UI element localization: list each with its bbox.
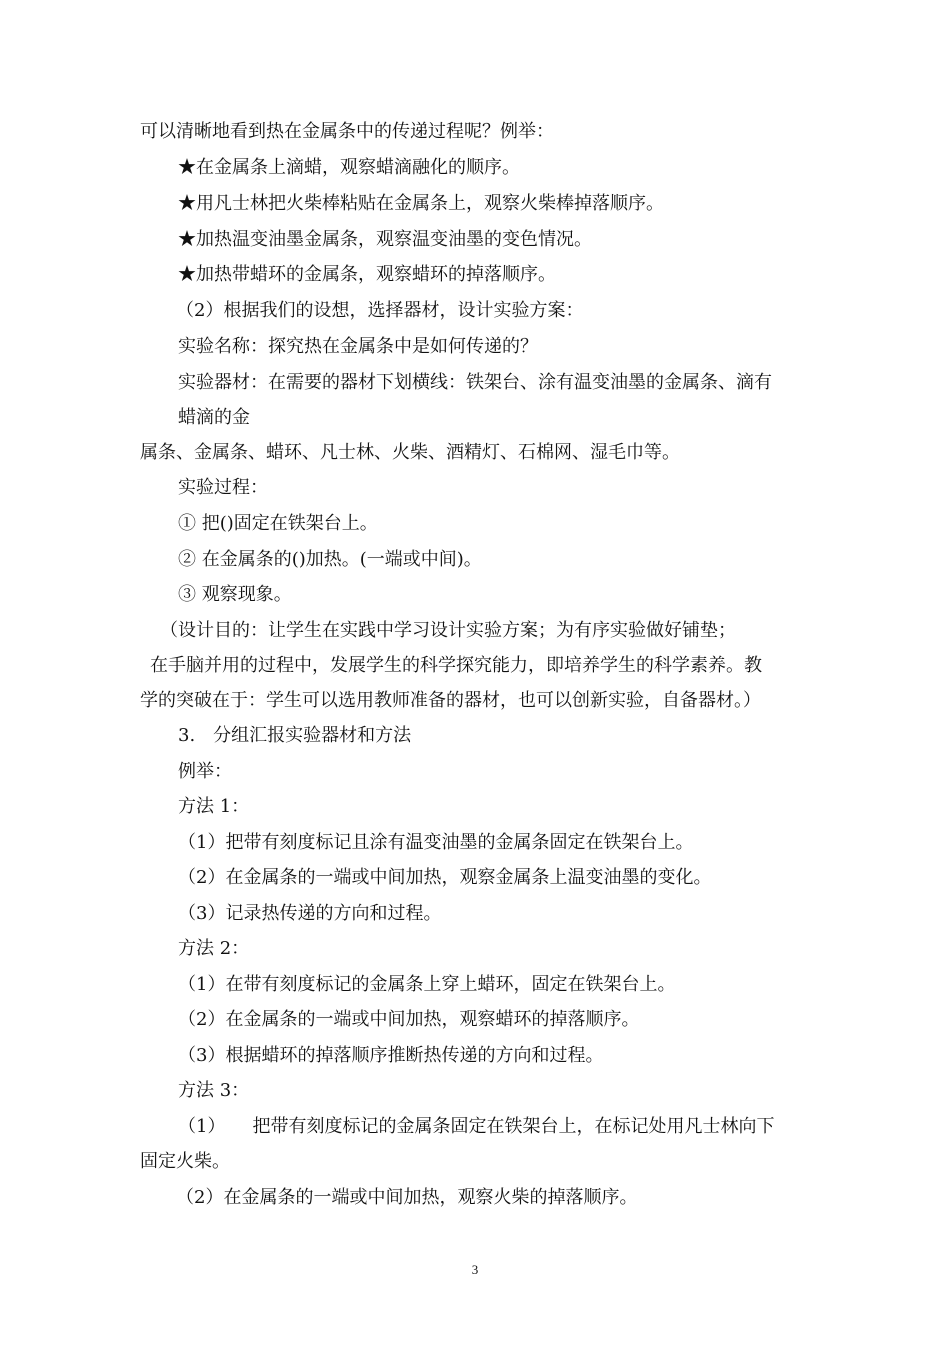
- method-heading: 方法 3：: [178, 1080, 250, 1101]
- text-line: （2）根据我们的设想，选择器材，设计实验方案：: [176, 300, 584, 321]
- text-line: （2）在金属条的一端或中间加热，观察火柴的掉落顺序。: [176, 1187, 638, 1208]
- text-line: 实验器材：在需要的器材下划横线：铁架台、涂有温变油墨的金属条、滴有: [178, 372, 772, 393]
- text-line: （1） 把带有刻度标记的金属条固定在铁架台上，在标记处用凡士林向下: [178, 1116, 775, 1137]
- text-line: 蜡滴的金: [178, 407, 250, 428]
- method-heading: 方法 1：: [178, 796, 250, 817]
- text-line: ③ 观察现象。: [178, 584, 292, 605]
- text-line: （3）记录热传递的方向和过程。: [178, 903, 442, 924]
- text-line: （1）把带有刻度标记且涂有温变油墨的金属条固定在铁架台上。: [178, 832, 694, 853]
- text-line: ★加热温变油墨金属条，观察温变油墨的变色情况。: [178, 229, 592, 250]
- text-line: 可以清晰地看到热在金属条中的传递过程呢？例举：: [140, 121, 554, 142]
- text-line: ① 把()固定在铁架台上。: [178, 513, 378, 534]
- text-line: 属条、金属条、蜡环、凡士林、火柴、酒精灯、石棉网、湿毛巾等。: [140, 442, 680, 463]
- text-line: 实验名称：探究热在金属条中是如何传递的？: [178, 336, 538, 357]
- text-line: ② 在金属条的()加热。(一端或中间)。: [178, 549, 482, 570]
- text-line: ★用凡士林把火柴棒粘贴在金属条上，观察火柴棒掉落顺序。: [178, 193, 664, 214]
- text-line: 学的突破在于：学生可以选用教师准备的器材，也可以创新实验，自备器材。）: [140, 690, 761, 711]
- text-line: ★加热带蜡环的金属条，观察蜡环的掉落顺序。: [178, 264, 556, 285]
- text-line: 固定火柴。: [140, 1151, 230, 1172]
- text-line: （1）在带有刻度标记的金属条上穿上蜡环，固定在铁架台上。: [178, 974, 676, 995]
- text-line: （2）在金属条的一端或中间加热，观察蜡环的掉落顺序。: [178, 1009, 640, 1030]
- text-line: 在手脑并用的过程中，发展学生的科学探究能力，即培养学生的科学素养。教: [150, 655, 762, 676]
- method-heading: 方法 2：: [178, 938, 250, 959]
- page-number: 3: [471, 1262, 479, 1277]
- text-line: （2）在金属条的一端或中间加热，观察金属条上温变油墨的变化。: [178, 867, 712, 888]
- text-line: （设计目的：让学生在实践中学习设计实验方案；为有序实验做好铺垫；: [160, 620, 736, 641]
- text-line: 例举：: [178, 761, 232, 782]
- section-heading: 3. 分组汇报实验器材和方法: [178, 725, 412, 746]
- text-line: 实验过程：: [178, 477, 268, 498]
- text-line: （3）根据蜡环的掉落顺序推断热传递的方向和过程。: [178, 1045, 604, 1066]
- text-line: ★在金属条上滴蜡，观察蜡滴融化的顺序。: [178, 157, 520, 178]
